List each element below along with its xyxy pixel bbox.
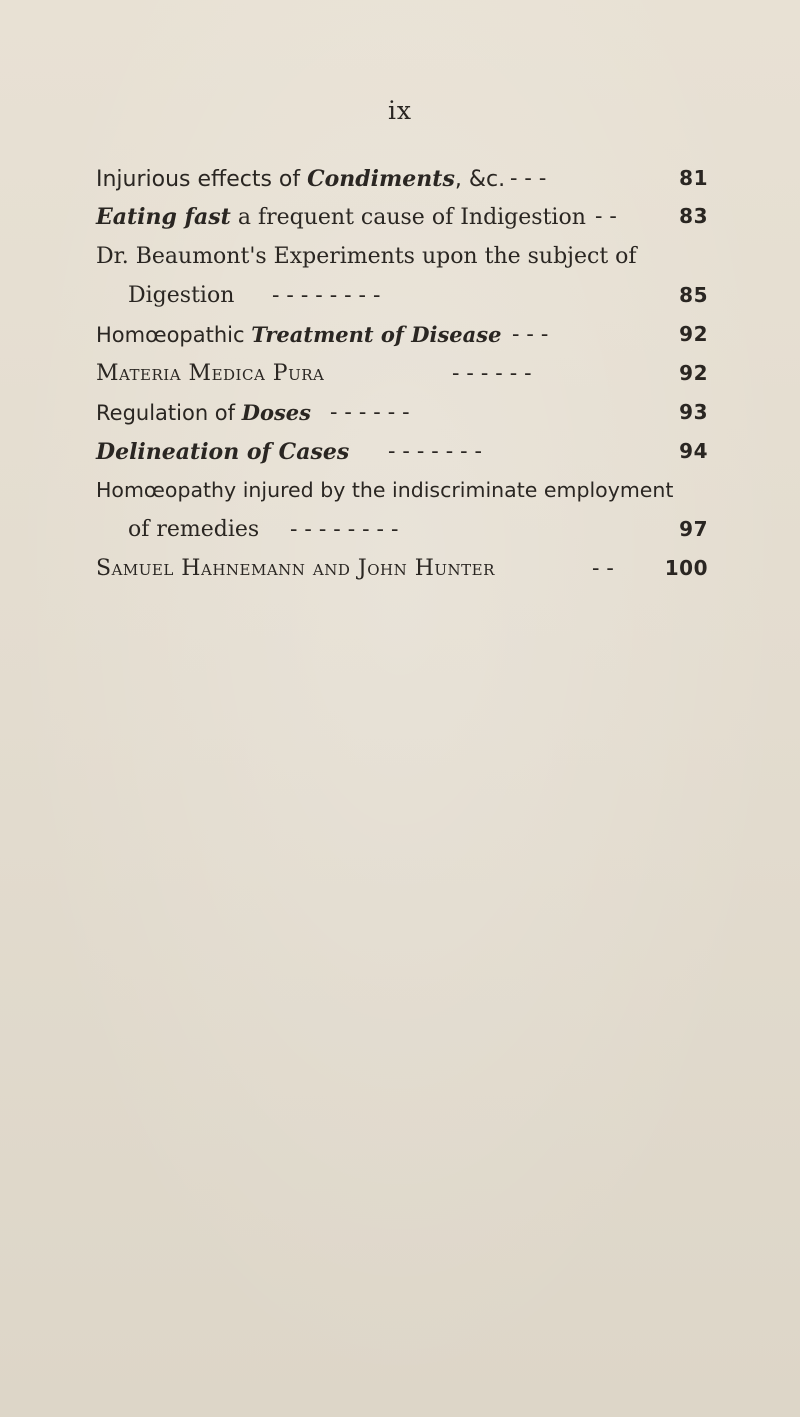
toc-entry-title: Dr. Beaumont's Experiments upon the subject of bbox=[96, 244, 637, 269]
toc-entry-title: Regulation of Doses bbox=[96, 400, 311, 425]
dot-leaders: - - - - - - bbox=[452, 361, 532, 386]
dot-leaders: - - bbox=[592, 556, 614, 581]
toc-entry-beaumont bbox=[0, 244, 800, 278]
toc-entry-title: Homœopathy injured by the indiscriminate employment bbox=[96, 478, 674, 502]
toc-entry-title: Eating fast a frequent cause of Indigestion bbox=[96, 204, 586, 230]
dot-leaders: - - - - - - - - bbox=[290, 517, 399, 542]
dot-leaders: - - bbox=[595, 204, 617, 229]
dot-leaders: - - - - - - - bbox=[388, 439, 482, 464]
toc-entry-hahnemann-hunter bbox=[0, 556, 800, 590]
toc-page-number: 97 bbox=[679, 517, 708, 541]
toc-entry-treatment bbox=[0, 322, 800, 356]
toc-entry-title: Samuel Hahnemann and John Hunter bbox=[96, 556, 495, 581]
toc-page-number: 85 bbox=[679, 283, 708, 307]
toc-entry-digestion bbox=[0, 283, 800, 317]
toc-page-number: 81 bbox=[679, 166, 708, 190]
toc-entry-title: Digestion bbox=[128, 283, 235, 308]
dot-leaders: - - - bbox=[510, 166, 547, 191]
page-number: ix bbox=[387, 96, 413, 125]
toc-entry-remedies bbox=[0, 517, 800, 551]
toc-entry-condiments bbox=[0, 166, 800, 200]
toc-entry-title: Materia Medica Pura bbox=[96, 361, 325, 386]
toc-page-number: 94 bbox=[679, 439, 708, 463]
toc-page-number: 93 bbox=[679, 400, 708, 424]
toc-entry-homoeopathy-injured bbox=[0, 478, 800, 512]
toc-entry-title: Homœopathic Treatment of Disease bbox=[96, 322, 502, 347]
toc-page-number: 92 bbox=[679, 322, 708, 346]
toc-entry-delineation bbox=[0, 439, 800, 473]
dot-leaders: - - - - - - - - bbox=[272, 283, 381, 308]
toc-page-number: 100 bbox=[664, 556, 708, 580]
toc-page-number: 92 bbox=[679, 361, 708, 385]
toc-entry-eating-fast bbox=[0, 204, 800, 238]
toc-entry-doses bbox=[0, 400, 800, 434]
toc-page-number: 83 bbox=[679, 204, 708, 228]
dot-leaders: - - - - - - bbox=[330, 400, 410, 425]
toc-entry-title: Delineation of Cases bbox=[96, 439, 350, 465]
toc-entry-title: Injurious effects of Condiments, &c. bbox=[96, 166, 506, 192]
toc-entry-materia-medica bbox=[0, 361, 800, 395]
dot-leaders: - - - bbox=[512, 322, 549, 347]
toc-entry-title: of remedies bbox=[128, 517, 260, 542]
